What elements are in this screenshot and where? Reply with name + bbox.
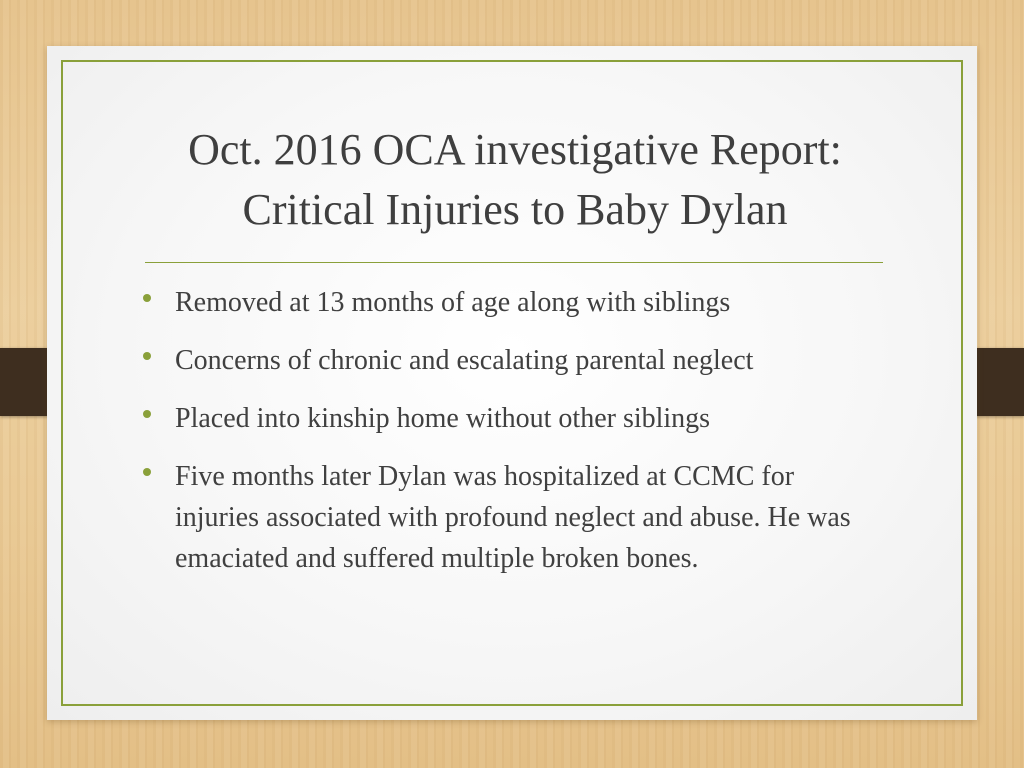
slide-title-line-2: Critical Injuries to Baby Dylan: [242, 185, 788, 234]
bullet-text: Five months later Dylan was hospitalized at CCMC for injuries associated with profound neglect and abuse. He was emaciated and suffered multiple broken bones.: [175, 461, 851, 574]
bullet-item: [140, 340, 880, 381]
title-divider: [145, 262, 883, 263]
bullet-text: Removed at 13 months of age along with siblings: [175, 287, 731, 318]
bullet-item: [140, 456, 880, 579]
bullet-dot-icon: [143, 294, 151, 302]
bullet-list: [140, 282, 880, 596]
bullet-item: [140, 398, 880, 439]
bullet-text: Concerns of chronic and escalating parental neglect: [175, 345, 754, 376]
slide-title-line-1: Oct. 2016 OCA investigative Report:: [188, 125, 842, 174]
bullet-text: Placed into kinship home without other siblings: [175, 403, 711, 434]
bullet-item: [140, 282, 880, 323]
slide-title: [100, 120, 930, 240]
bullet-dot-icon: [143, 410, 151, 418]
bullet-dot-icon: [143, 352, 151, 360]
bullet-dot-icon: [143, 468, 151, 476]
